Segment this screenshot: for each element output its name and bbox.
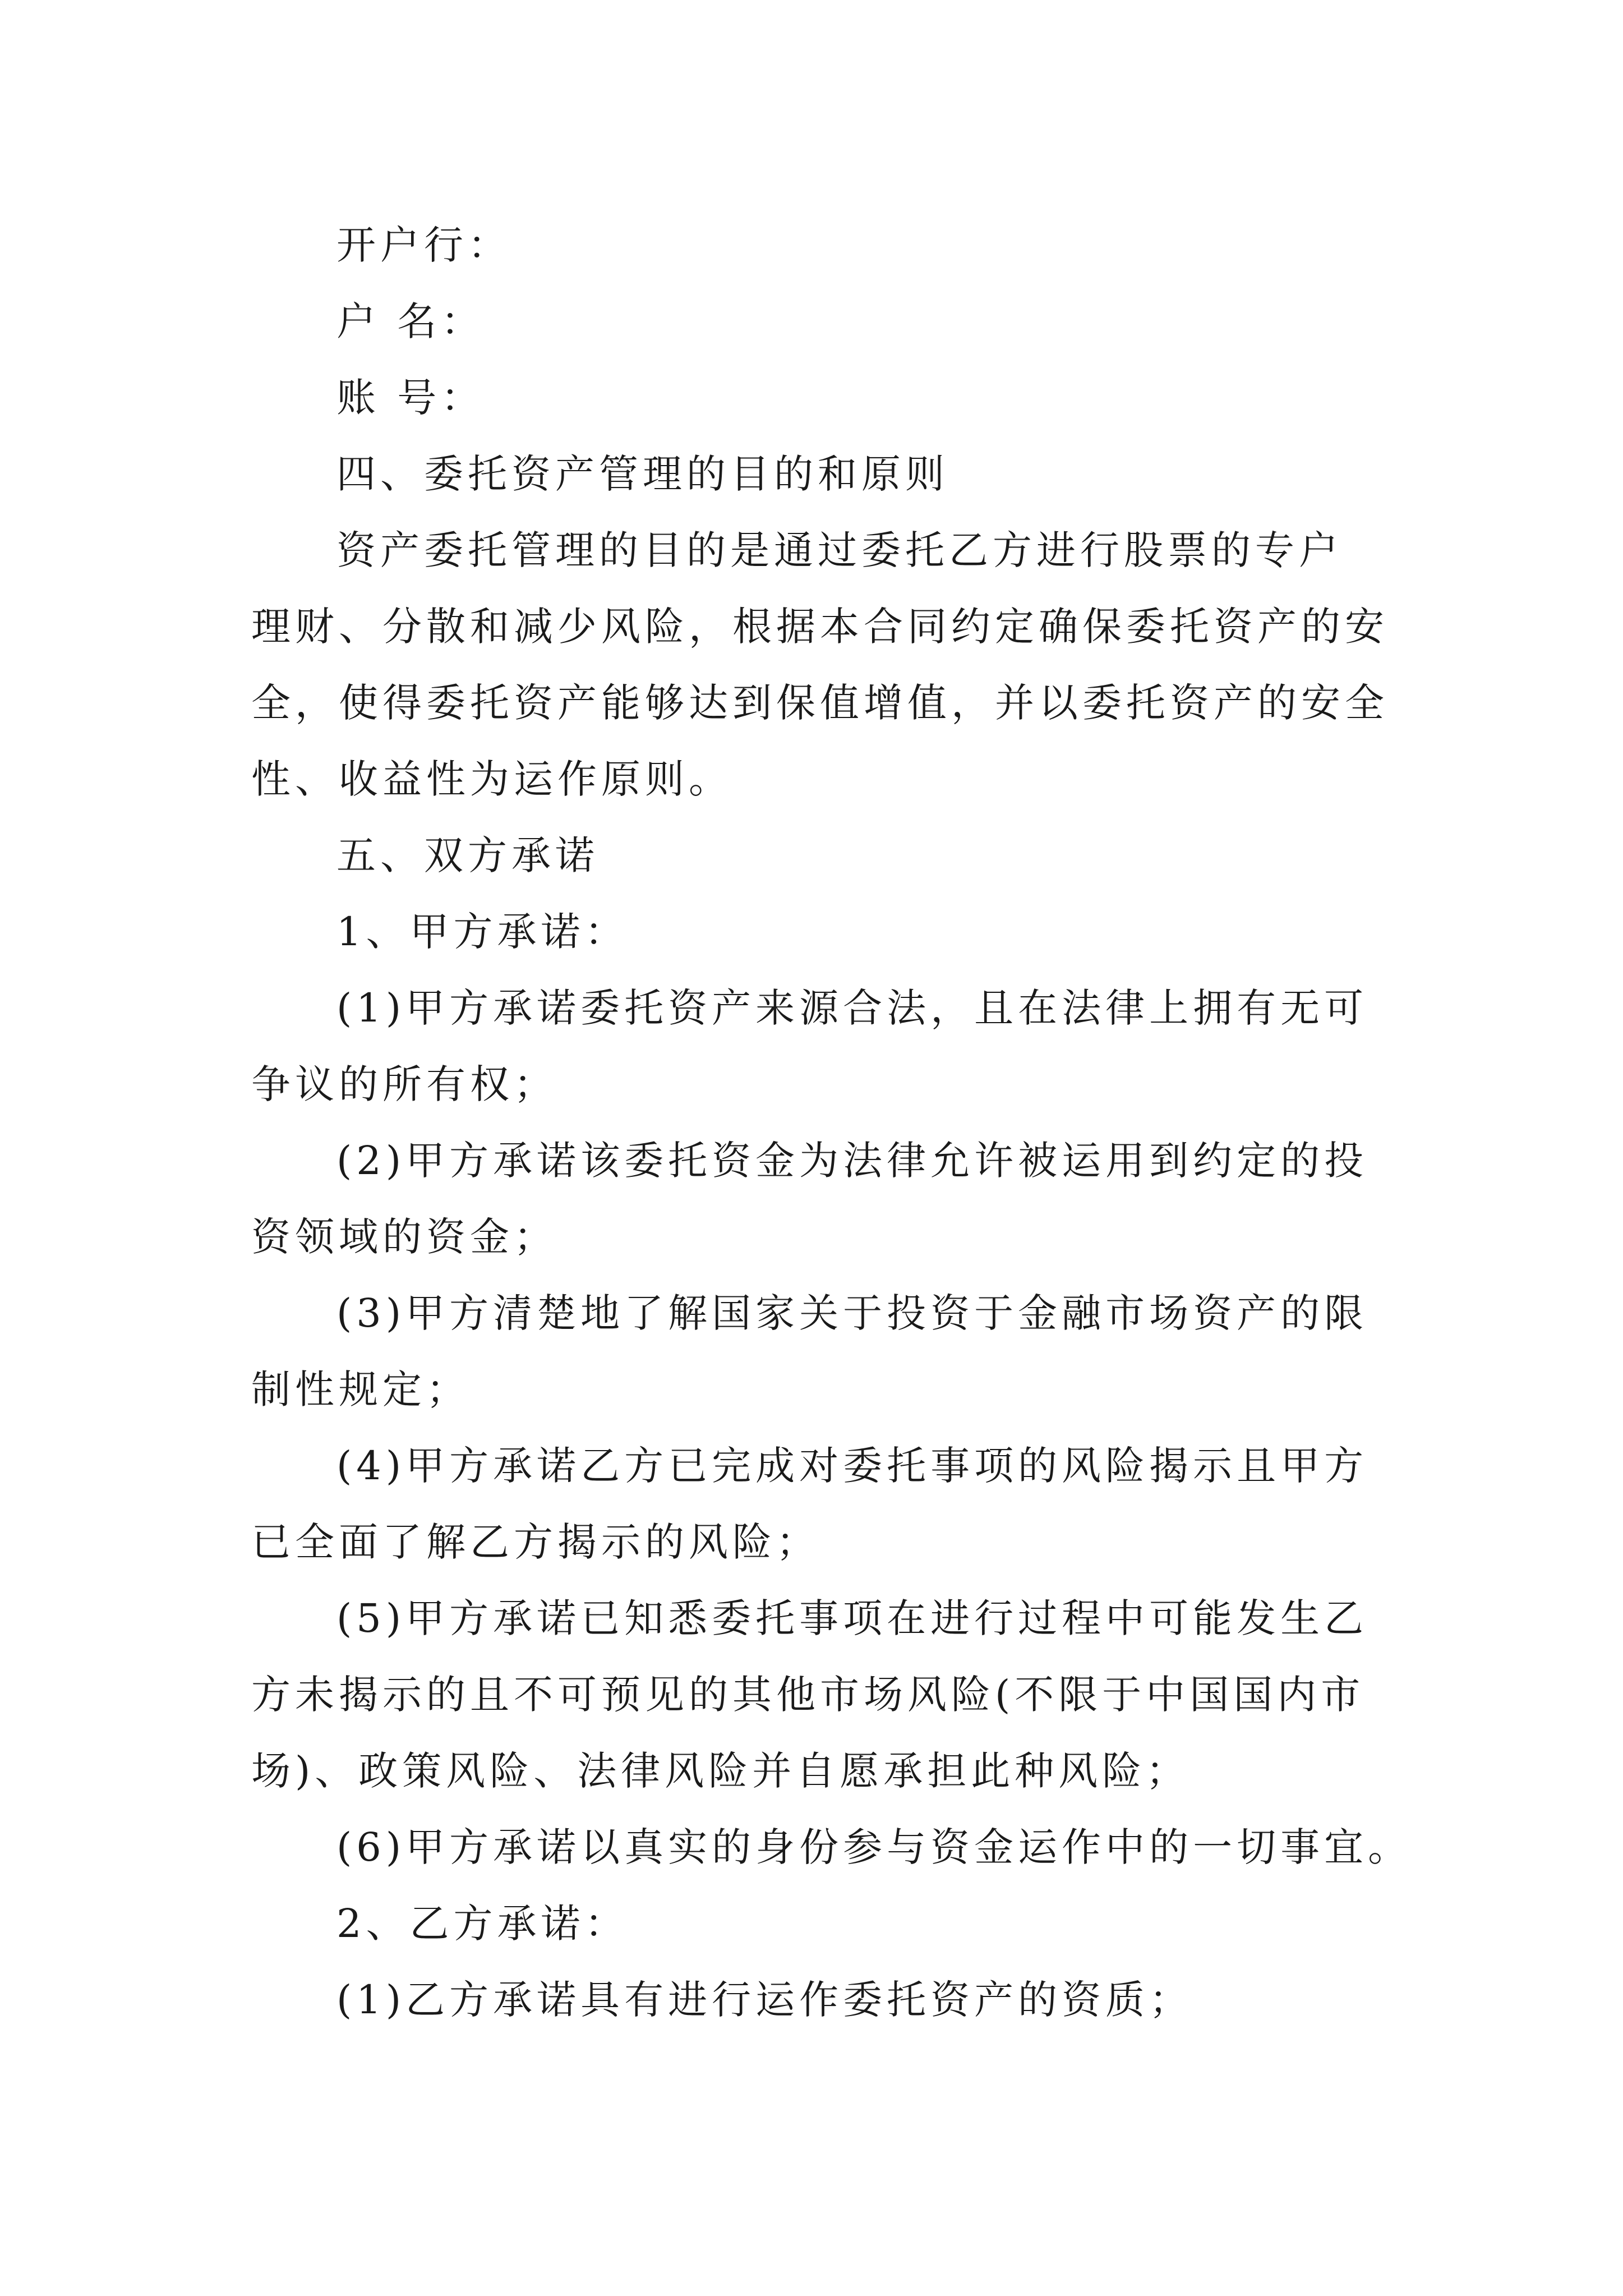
section-4-paragraph-line-4: 性、收益性为运作原则。 <box>251 756 732 802</box>
party-a-heading: 1、甲方承诺： <box>336 909 629 955</box>
section-5-heading: 五、双方承诺 <box>336 832 599 878</box>
section-4-paragraph-line-2: 理财、分散和减少风险，根据本合同约定确保委托资产的安 <box>251 604 1389 650</box>
party-a-item-1-line-2: 争议的所有权； <box>251 1061 557 1107</box>
party-b-heading: 2、乙方承诺： <box>336 1901 629 1947</box>
party-a-item-4-line-2: 已全面了解乙方揭示的风险； <box>251 1519 820 1565</box>
party-a-item-3-line-2: 制性规定； <box>251 1366 470 1412</box>
party-a-item-5-line-2: 方未揭示的且不可预见的其他市场风险(不限于中国国内市 <box>251 1672 1365 1718</box>
party-a-item-5-line-1: (5)甲方承诺已知悉委托事项在进行过程中可能发生乙 <box>336 1595 1368 1641</box>
party-a-item-6: (6)甲方承诺以真实的身份参与资金运作中的一切事宜。 <box>336 1824 1412 1870</box>
party-a-item-4-line-1: (4)甲方承诺乙方已完成对委托事项的风险揭示且甲方 <box>336 1443 1368 1489</box>
account-number-label: 账 号： <box>336 375 485 421</box>
section-4-paragraph-line-3: 全，使得委托资产能够达到保值增值，并以委托资产的安全 <box>251 680 1389 726</box>
account-name-label: 户 名： <box>336 298 485 344</box>
section-4-paragraph-line-1: 资产委托管理的目的是通过委托乙方进行股票的专户 <box>336 527 1343 573</box>
bank-label: 开户行： <box>336 222 511 268</box>
party-a-item-5-line-3: 场)、政策风险、法律风险并自愿承担此种风险； <box>251 1748 1190 1794</box>
party-a-item-1-line-1: (1)甲方承诺委托资产来源合法，且在法律上拥有无可 <box>336 985 1368 1031</box>
party-a-item-2-line-1: (2)甲方承诺该委托资金为法律允许被运用到约定的投 <box>336 1138 1368 1184</box>
party-b-item-1: (1)乙方承诺具有进行运作委托资产的资质； <box>336 1977 1193 2023</box>
section-4-heading: 四、委托资产管理的目的和原则 <box>336 451 949 497</box>
party-a-item-3-line-1: (3)甲方清楚地了解国家关于投资于金融市场资产的限 <box>336 1290 1368 1336</box>
party-a-item-2-line-2: 资领域的资金； <box>251 1214 557 1260</box>
